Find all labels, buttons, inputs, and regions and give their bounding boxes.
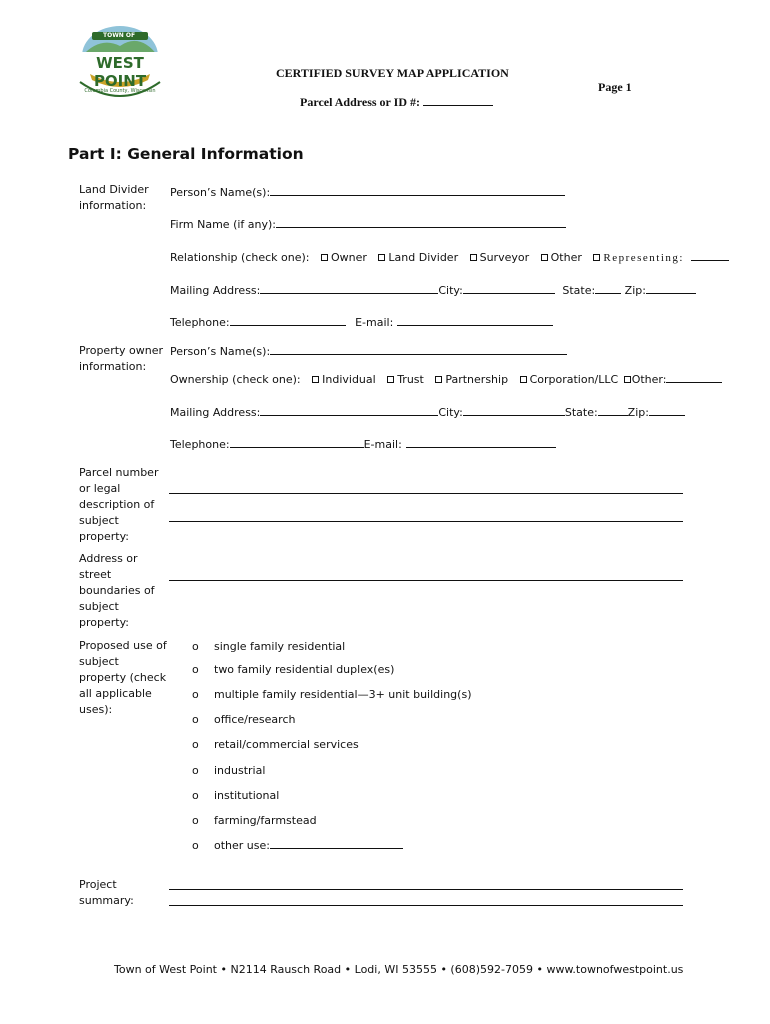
trust-option-label: Trust bbox=[397, 373, 424, 386]
land-divider-option-label: Land Divider bbox=[388, 251, 459, 264]
use-label: other use: bbox=[214, 839, 270, 852]
representing-label: Representing: bbox=[603, 252, 684, 264]
divider-name-field[interactable] bbox=[270, 186, 565, 196]
use-item[interactable] bbox=[192, 688, 471, 701]
logo-name: WEST POINT bbox=[93, 54, 147, 90]
partnership-checkbox[interactable] bbox=[435, 376, 442, 383]
divider-city-label: City: bbox=[438, 284, 463, 297]
trust-checkbox[interactable] bbox=[387, 376, 394, 383]
divider-name-row bbox=[170, 186, 565, 199]
divider-name-label: Person’s Name(s): bbox=[170, 186, 271, 199]
summary-line-1[interactable] bbox=[169, 889, 683, 890]
relationship-label: Relationship (check one): bbox=[170, 251, 310, 264]
circle-bullet-icon[interactable]: o bbox=[192, 839, 199, 852]
use-item[interactable] bbox=[192, 640, 345, 653]
use-label: retail/commercial services bbox=[214, 738, 359, 751]
circle-bullet-icon[interactable]: o bbox=[192, 663, 199, 676]
proposed-use-label: Proposed use of subject property (check all applicable uses): bbox=[79, 639, 167, 716]
other-checkbox[interactable] bbox=[541, 254, 548, 261]
owner-checkbox[interactable] bbox=[321, 254, 328, 261]
corporation-checkbox[interactable] bbox=[520, 376, 527, 383]
divider-zip-label: Zip: bbox=[624, 284, 646, 297]
owner-email-field[interactable] bbox=[406, 438, 556, 448]
owner-name-label: Person’s Name(s): bbox=[170, 345, 271, 358]
parcel-line-2[interactable] bbox=[169, 521, 683, 522]
divider-mailing-label: Mailing Address: bbox=[170, 284, 261, 297]
land-divider-label: Land Divider information: bbox=[79, 183, 149, 212]
circle-bullet-icon[interactable]: o bbox=[192, 688, 199, 701]
divider-firm-row bbox=[170, 218, 566, 231]
circle-bullet-icon[interactable]: o bbox=[192, 814, 199, 827]
divider-telephone-label: Telephone: bbox=[170, 316, 230, 329]
individual-checkbox[interactable] bbox=[312, 376, 319, 383]
owner-mailing-label: Mailing Address: bbox=[170, 406, 261, 419]
ownership-other-field[interactable] bbox=[666, 373, 722, 383]
relationship-row bbox=[170, 251, 729, 264]
surveyor-option-label: Surveyor bbox=[479, 251, 530, 264]
town-logo bbox=[70, 24, 170, 104]
land-divider-checkbox[interactable] bbox=[378, 254, 385, 261]
divider-email-field[interactable] bbox=[397, 316, 553, 326]
divider-firm-field[interactable] bbox=[276, 218, 566, 228]
divider-telephone-row bbox=[170, 316, 553, 329]
other-option-label: Other bbox=[550, 251, 582, 264]
circle-bullet-icon[interactable]: o bbox=[192, 640, 199, 653]
parcel-id-field[interactable] bbox=[423, 96, 493, 106]
divider-city-field[interactable] bbox=[463, 284, 555, 294]
use-label: industrial bbox=[214, 764, 266, 777]
use-item[interactable] bbox=[192, 789, 279, 802]
use-item[interactable] bbox=[192, 839, 403, 852]
parcel-id-line bbox=[300, 95, 493, 110]
owner-mailing-row bbox=[170, 406, 685, 419]
owner-city-label: City: bbox=[438, 406, 463, 419]
partnership-option-label: Partnership bbox=[445, 373, 509, 386]
individual-option-label: Individual bbox=[322, 373, 376, 386]
ownership-row bbox=[170, 373, 722, 386]
use-item[interactable] bbox=[192, 814, 317, 827]
use-label: multiple family residential—3+ unit building(s) bbox=[214, 688, 472, 701]
circle-bullet-icon[interactable]: o bbox=[192, 789, 199, 802]
representing-checkbox[interactable] bbox=[593, 254, 600, 261]
use-item[interactable] bbox=[192, 663, 394, 676]
use-item[interactable] bbox=[192, 713, 295, 726]
owner-telephone-row bbox=[170, 438, 556, 451]
circle-bullet-icon[interactable]: o bbox=[192, 738, 199, 751]
parcel-line-1[interactable] bbox=[169, 493, 683, 494]
footer-contact: Town of West Point • N2114 Rausch Road • Lodi, WI 53555 • (608)592-7059 • www.townofwestpoint.us bbox=[114, 963, 684, 976]
address-label: Address or street boundaries of subject property: bbox=[79, 552, 155, 629]
owner-name-row bbox=[170, 345, 567, 358]
logo-county: Columbia County, Wisconsin bbox=[84, 88, 156, 94]
owner-name-field[interactable] bbox=[270, 345, 567, 355]
representing-field[interactable] bbox=[691, 251, 729, 261]
use-label: two family residential duplex(es) bbox=[214, 663, 395, 676]
owner-option-label: Owner bbox=[330, 251, 367, 264]
use-item[interactable] bbox=[192, 764, 265, 777]
owner-telephone-field[interactable] bbox=[230, 438, 364, 448]
divider-email-label: E-mail: bbox=[355, 316, 394, 329]
owner-mailing-field[interactable] bbox=[260, 406, 438, 416]
project-summary-label: Project summary: bbox=[79, 878, 134, 907]
circle-bullet-icon[interactable]: o bbox=[192, 713, 199, 726]
divider-mailing-row bbox=[170, 284, 696, 297]
divider-zip-field[interactable] bbox=[646, 284, 696, 294]
ownership-other-checkbox[interactable] bbox=[624, 376, 631, 383]
parcel-id-label: Parcel Address or ID #: bbox=[300, 95, 420, 109]
use-label: farming/farmstead bbox=[214, 814, 317, 827]
circle-bullet-icon[interactable]: o bbox=[192, 764, 199, 777]
divider-state-label: State: bbox=[562, 284, 596, 297]
owner-email-label: E-mail: bbox=[363, 438, 402, 451]
ownership-other-label: Other: bbox=[631, 373, 667, 386]
logo-town-of: TOWN OF bbox=[103, 32, 136, 39]
form-title: CERTIFIED SURVEY MAP APPLICATION bbox=[276, 66, 509, 80]
divider-mailing-field[interactable] bbox=[260, 284, 438, 294]
page-number: Page 1 bbox=[598, 80, 632, 94]
summary-line-2[interactable] bbox=[169, 905, 683, 906]
owner-city-field[interactable] bbox=[463, 406, 565, 416]
owner-zip-label: Zip: bbox=[627, 406, 649, 419]
use-label: institutional bbox=[214, 789, 280, 802]
use-label: office/research bbox=[214, 713, 296, 726]
section-title: Part I: General Information bbox=[68, 145, 304, 163]
surveyor-checkbox[interactable] bbox=[470, 254, 477, 261]
owner-state-label: State: bbox=[564, 406, 598, 419]
parcel-label: Parcel number or legal description of subject property: bbox=[79, 466, 159, 543]
other-use-field[interactable] bbox=[270, 839, 403, 849]
owner-label: Property owner information: bbox=[79, 344, 164, 373]
use-label: single family residential bbox=[214, 640, 346, 653]
owner-state-field[interactable] bbox=[598, 406, 628, 416]
divider-firm-label: Firm Name (if any): bbox=[170, 218, 277, 231]
ownership-label: Ownership (check one): bbox=[170, 373, 301, 386]
owner-telephone-label: Telephone: bbox=[170, 438, 230, 451]
divider-state-field[interactable] bbox=[595, 284, 621, 294]
owner-zip-field[interactable] bbox=[649, 406, 685, 416]
divider-telephone-field[interactable] bbox=[230, 316, 346, 326]
use-item[interactable] bbox=[192, 738, 359, 751]
address-line[interactable] bbox=[169, 580, 683, 581]
corporation-option-label: Corporation/LLC bbox=[529, 373, 619, 386]
